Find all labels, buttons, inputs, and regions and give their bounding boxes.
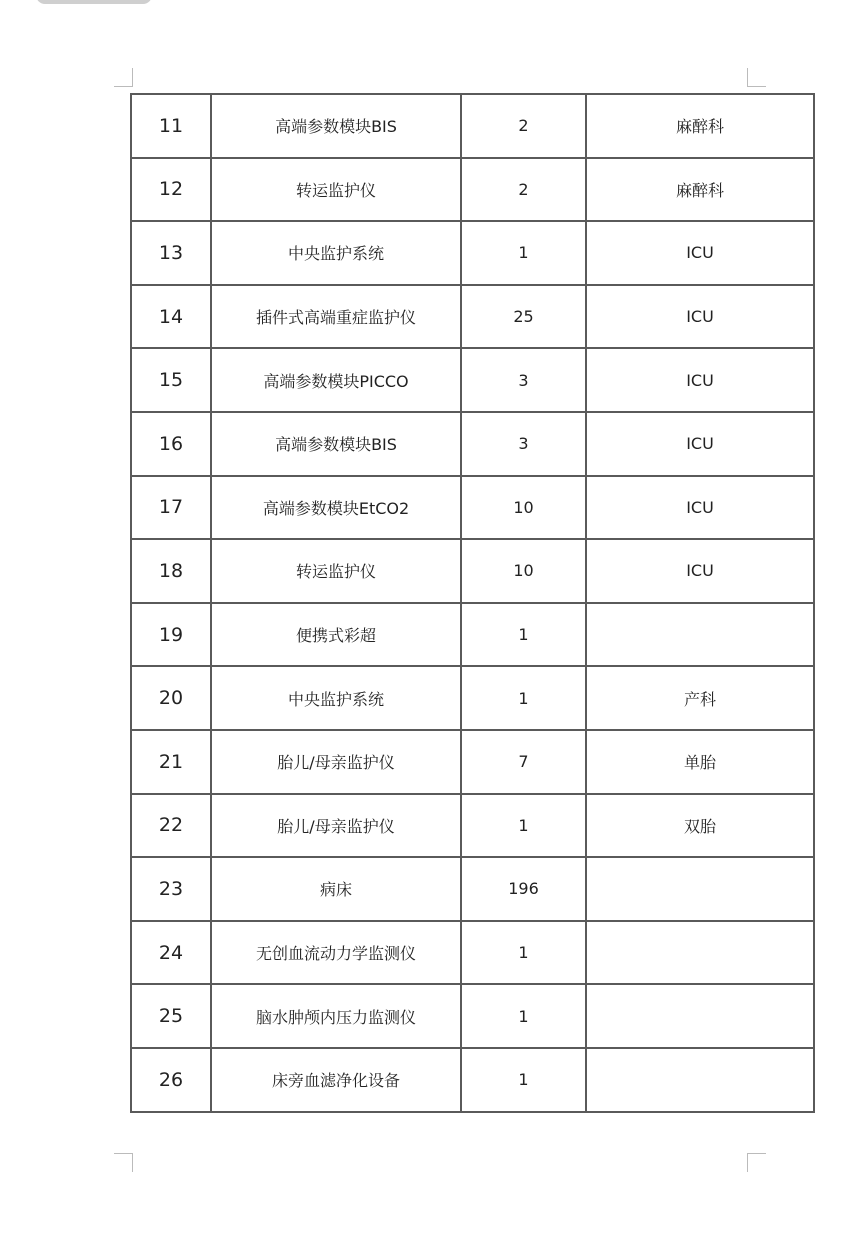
- row-number: 15: [131, 348, 211, 412]
- row-number: 24: [131, 921, 211, 985]
- table-row: [131, 348, 814, 412]
- table-row: [131, 412, 814, 476]
- top-handle-bar: [36, 0, 152, 4]
- equipment-name: 高端参数模块PICCO: [211, 348, 461, 412]
- quantity: 1: [461, 984, 586, 1048]
- table-row: [131, 158, 814, 222]
- table-row: [131, 221, 814, 285]
- equipment-name: 转运监护仪: [211, 158, 461, 222]
- department: [586, 921, 814, 985]
- crop-mark-bottom-right: [747, 1153, 766, 1172]
- table-row: [131, 730, 814, 794]
- table-row: [131, 285, 814, 349]
- quantity: 196: [461, 857, 586, 921]
- quantity: 10: [461, 476, 586, 540]
- row-number: 13: [131, 221, 211, 285]
- department: 单胎: [586, 730, 814, 794]
- department: 双胎: [586, 794, 814, 858]
- row-number: 11: [131, 94, 211, 158]
- department: 麻醉科: [586, 94, 814, 158]
- quantity: 10: [461, 539, 586, 603]
- equipment-name: 病床: [211, 857, 461, 921]
- department: 麻醉科: [586, 158, 814, 222]
- equipment-name: 床旁血滤净化设备: [211, 1048, 461, 1112]
- quantity: 1: [461, 603, 586, 667]
- equipment-table: [130, 93, 815, 1113]
- equipment-name: 便携式彩超: [211, 603, 461, 667]
- row-number: 18: [131, 539, 211, 603]
- quantity: 1: [461, 666, 586, 730]
- row-number: 23: [131, 857, 211, 921]
- quantity: 1: [461, 921, 586, 985]
- equipment-name: 中央监护系统: [211, 221, 461, 285]
- crop-mark-top-right: [747, 68, 766, 87]
- table-row: [131, 666, 814, 730]
- equipment-name: 高端参数模块BIS: [211, 412, 461, 476]
- quantity: 3: [461, 348, 586, 412]
- table-row: [131, 539, 814, 603]
- row-number: 20: [131, 666, 211, 730]
- department: [586, 603, 814, 667]
- equipment-name: 高端参数模块BIS: [211, 94, 461, 158]
- row-number: 12: [131, 158, 211, 222]
- quantity: 3: [461, 412, 586, 476]
- equipment-name: 无创血流动力学监测仪: [211, 921, 461, 985]
- table-row: [131, 984, 814, 1048]
- crop-mark-bottom-left: [114, 1153, 133, 1172]
- department: [586, 1048, 814, 1112]
- table-row: [131, 603, 814, 667]
- department: ICU: [586, 348, 814, 412]
- quantity: 1: [461, 1048, 586, 1112]
- department: ICU: [586, 221, 814, 285]
- row-number: 26: [131, 1048, 211, 1112]
- row-number: 14: [131, 285, 211, 349]
- row-number: 19: [131, 603, 211, 667]
- quantity: 2: [461, 94, 586, 158]
- quantity: 2: [461, 158, 586, 222]
- table-row: [131, 94, 814, 158]
- department: ICU: [586, 476, 814, 540]
- equipment-name: 转运监护仪: [211, 539, 461, 603]
- row-number: 25: [131, 984, 211, 1048]
- equipment-name: 高端参数模块EtCO2: [211, 476, 461, 540]
- quantity: 1: [461, 221, 586, 285]
- table-row: [131, 921, 814, 985]
- quantity: 7: [461, 730, 586, 794]
- department: [586, 984, 814, 1048]
- row-number: 21: [131, 730, 211, 794]
- row-number: 22: [131, 794, 211, 858]
- crop-mark-top-left: [114, 68, 133, 87]
- department: 产科: [586, 666, 814, 730]
- table-row: [131, 1048, 814, 1112]
- quantity: 1: [461, 794, 586, 858]
- table-row: [131, 857, 814, 921]
- row-number: 16: [131, 412, 211, 476]
- equipment-name: 胎儿/母亲监护仪: [211, 730, 461, 794]
- department: [586, 857, 814, 921]
- department: ICU: [586, 412, 814, 476]
- equipment-name: 插件式高端重症监护仪: [211, 285, 461, 349]
- department: ICU: [586, 285, 814, 349]
- table-row: [131, 794, 814, 858]
- equipment-name: 胎儿/母亲监护仪: [211, 794, 461, 858]
- equipment-name: 脑水肿颅内压力监测仪: [211, 984, 461, 1048]
- department: ICU: [586, 539, 814, 603]
- table-row: [131, 476, 814, 540]
- row-number: 17: [131, 476, 211, 540]
- equipment-name: 中央监护系统: [211, 666, 461, 730]
- quantity: 25: [461, 285, 586, 349]
